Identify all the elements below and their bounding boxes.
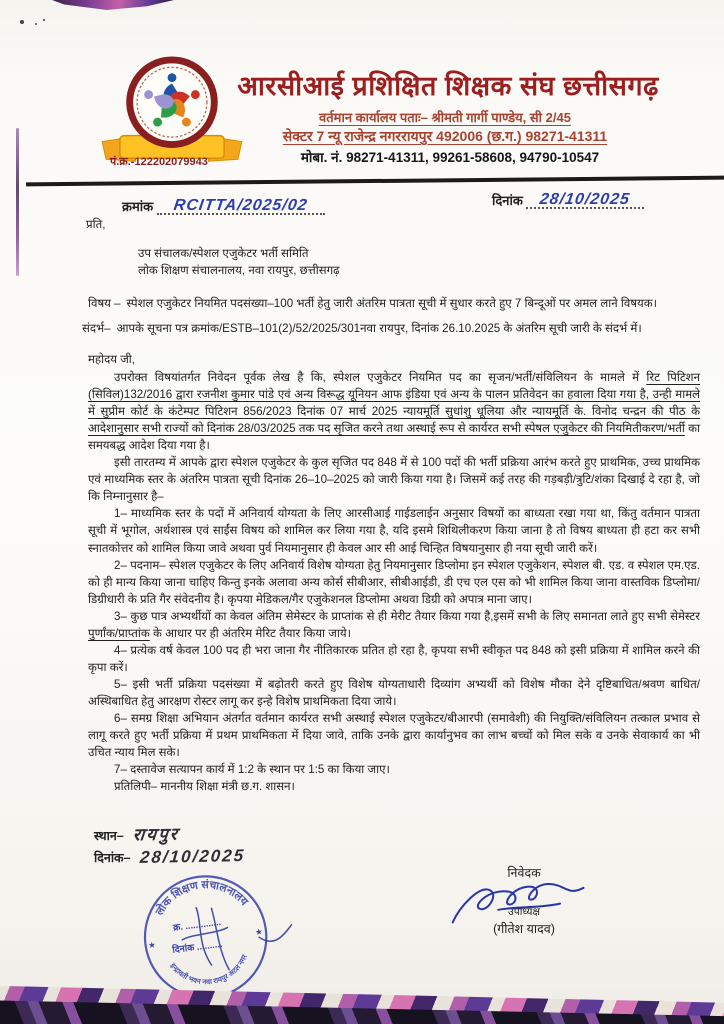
kramank-label: क्रमांक: [122, 199, 154, 214]
place-handwritten-value: रायपुर: [132, 824, 180, 845]
stamp-inner-date: दिनांक ..........: [171, 938, 223, 955]
addressee-block: [138, 245, 700, 279]
date-label: दिनांक: [492, 193, 523, 208]
para1-text: उपरोक्त विषयांतर्गत निवेदन पूर्वक लेख है कि, स्पेशल एजुकेटर नियमित पद का सृजन/भर्ती/संविलियन के मामले में: [114, 371, 647, 385]
reference-label: संदर्भ–: [82, 322, 111, 336]
stamp-top-arc-text: लोक शिक्षण संचालनालय: [153, 879, 251, 918]
kramank-dotted-line: [157, 195, 325, 215]
office-address-line1: वर्तमान कार्यालय पताः– श्रीमती गार्गी पाण्डेय, सी 2/45: [319, 110, 571, 125]
header-divider-rule: [26, 176, 724, 186]
stamp-star-left: ★: [147, 939, 157, 951]
closing-date-label: दिनांक–: [94, 851, 131, 865]
addressee-line1: उप संचालक/स्पेशल एजुकेटर भर्ती समिति: [138, 247, 309, 261]
addressee-line2: लोक शिक्षण संचालनालय, नवा रायपुर, छत्तीसगढ़: [138, 264, 340, 278]
para1-underlined-text: रिट पिटिशन (सिविल)132/2016 द्वारा रजनीश कुमार पांडे एवं अन्य विरूद्ध यूनियन आफ इंडिया एवं अन्य के पालन प्रतिवेदन का हवाला दिया गया है, उन्ही मामले में सुप्रीम कोर्ट के कंटेम्पट पिटिशन 856/2023 दिनांक 07 मार्च 2025 न्यायमूर्ति सुधांशु धूलिया और न्यायमूर्ति के. विनोद चन्द्रन की पीठ के आदेशानुसार सभी राज्यों को दिनांक 28/03/2025 तक पद सृजित करने तथा अस्थाई रूप से कार्यरत सभी स्पेषल एजुकेटर की नियमितीकरण/भर्ती: [88, 371, 701, 436]
date-handwritten-value: 28/10/2025: [539, 191, 632, 208]
registration-number: पं.क्र.-122202079943: [110, 156, 208, 168]
kramank-handwritten-value: RCITTA/2025/02: [172, 197, 309, 214]
salutation: महोदय जी,: [88, 353, 136, 367]
body-paragraph-2: इसी तारतम्य में आपके द्वारा स्पेशल एजुकेटर के कुल सृजित पद 848 में से 100 पदों की भर्ती प्रक्रिया आरंभ करते हुए प्राथमिक, उच्च प्राथमिक एवं माध्यमिक स्तर के अंतरिम पात्रता सूची दिनांक 26–10–2025 को जारी किया गया है। जिसमें कई तरह की गड़बड़ी/त्रुटि/शंका दिखाई दे रहा है, जो कि निम्नानुसार है–: [88, 456, 700, 504]
handwritten-signature: [441, 873, 601, 932]
page-edge-line: [16, 128, 19, 276]
office-address-line2: सेक्टर 7 न्यू राजेन्द्र नगररायपुर 492006 (छ.ग.) 98271-41311: [282, 128, 608, 144]
point-2: 2– पदनाम– स्पेशल एजुकेटर के लिए अनिवार्य विशेष योग्यता हेतु नियमानुसार डिप्लोमा इन स्पेशल एजुकेशन, स्पेशल बी. एड. व स्पेशल एम.एड. को ही मान्य किया जाना चाहिए किन्तु इनके अलावा अन्य कोर्स सीबीआर, सीबीआईडी, डी एच एल एस को भी शामिल किया जाना वास्तविक डिप्लोमा/डिग्रीधारी के प्रति गैर संवेदनीय है। कृपया मेडिकल/गैर एजुकेशनल डिप्लोमा अथवा डिग्री को अपात्र माना जाए।: [88, 558, 700, 606]
closing-block: [94, 822, 245, 869]
reference-line: [82, 320, 700, 337]
point-7: 7– दस्तावेज सत्यापन कार्य में 1:2 के स्थान पर 1:5 का किया जाए।: [114, 762, 390, 776]
prati-label: प्रति,: [86, 218, 106, 231]
svg-text:लोक शिक्षण संचालनालय: [148, 872, 251, 919]
stamp-inner-kramank: क्र. ..............: [172, 916, 222, 933]
point-5: 5– इसी भर्ती प्रक्रिया पदसंख्या में बढ़ोतरी करते हुए विशेष योग्यताधारी दिव्यांग अभ्यर्थी को विशेष मौका देने दृष्टिबाधित/श्रवण बाधित/अस्थिबाधित हेतु आरक्षण रोस्टर लागू कर इन्हे विशेष प्राथमिकता दिया जाये।: [88, 677, 700, 708]
background-pattern-top-sliver: [52, 0, 174, 10]
point-6: 6– समग्र शिक्षा अभियान अंतर्गत वर्तमान कार्यरत सभी अस्थाई स्पेशल एजुकेटर/बीआरपी (समावेशी) की नियुक्ति/संविलियन तत्काल प्रभाव से लागू करते हुए भर्ती प्रक्रिया में प्रथम प्राथमिकता में दिया जावे, ताकि उनके द्वारा कार्यानुभव का लाभ बच्चों को मिल सके व उनके सेवाकार्य का भी उचित न्याय मिल सके।: [88, 711, 700, 759]
point-4: 4– प्रत्येक वर्ष केवल 100 पद ही भरा जाना गैर नीतिकारक प्रतित हो रहा है, कृपया सभी स्वीकृत पद 848 को इसी प्रक्रिया में शामिल करने की कृपा करें।: [88, 643, 700, 674]
closing-date-handwritten-value: 28/10/2025: [139, 846, 247, 867]
letter-body: [82, 216, 701, 795]
mobile-numbers-line: मोबा. नं. 98271-41311, 99261-58608, 94790-10547: [300, 150, 600, 165]
subject-line: [88, 295, 700, 312]
signer-name: (गीतेश यादव): [493, 922, 555, 936]
body-paragraph-1: [88, 369, 700, 454]
organization-name: आरसीआई प्रशिक्षित शिक्षक संघ छत्तीसगढ़: [237, 71, 659, 101]
point3-text-end: के आधार पर ही अंतरिम मेरिट तैयार किया जाये।: [149, 626, 352, 640]
date-dotted-line: [526, 189, 644, 209]
point3-text: 3– कुछ पात्र अभ्यर्थीयों का केवल अंतिम सेमेस्टर के प्राप्तांक से ही मेरीट तैयार किया गया है,इसमें सभी के लिए समानता लाते हुए सभी सेमेस्टर: [114, 609, 700, 623]
para1-text-end: का समयबद्ध आदेश दिया गया है।: [88, 422, 700, 453]
designation-label: उपाध्यक्ष: [507, 906, 540, 918]
subject-text: स्पेशल एजुकेटर नियमित पदसंख्या–100 भर्ती हेतु जारी अंतरिम पात्रता सूची में सुधार करते हुए 7 बिन्दूओं पर अमल लाने विषयक।: [126, 297, 658, 311]
stamp-bottom-arc-text: इन्द्रावती भवन नवा रायपुर अटल नगर: [168, 953, 249, 987]
stamp-star-right: ★: [254, 926, 264, 938]
copy-to-line: प्रतिलिपी– माननीय शिक्षा मंत्री छ.ग. शासन।: [114, 779, 295, 793]
background-pattern-bottom: [0, 968, 724, 1024]
pen-marks: [20, 20, 24, 24]
point3-underlined-text: पुर्णांक/प्राप्तांक: [88, 626, 150, 640]
signature-block: [450, 864, 598, 937]
point-1: 1– माध्यमिक स्तर के पदों में अनिवार्य योग्यता के लिए आरसीआई गाईडलाईन अनुसार विषयों का बाध्यता रखा गया था, किंतु वर्तमान पात्रता सूची में भूगोल, अर्थशास्त्र एवं साईंस विषय को शामिल कर लिया गया है, यदि इसमे शिथिलीकरण किया जाना है तो विषय बाध्यता ही हटा कर सभी स्नातकोत्तर को शामिल किया जावे अथवा पुर्व नियमानुसार ही केवल आर सी आई चिन्हित विषयानुसार ही नया सूची जारी करें।: [88, 507, 700, 555]
subject-label: विषय –: [88, 297, 121, 311]
nivedak-label: निवेदक: [507, 866, 541, 880]
place-label: स्थान–: [94, 829, 124, 843]
reference-text: आपके सूचना पत्र क्रमांक/ESTB–101(2)/52/2025/301नवा रायपुर, दिनांक 26.10.2025 के अंतरिम सूची जारी के संदर्भ में।: [116, 322, 642, 336]
point-3: [88, 608, 700, 642]
